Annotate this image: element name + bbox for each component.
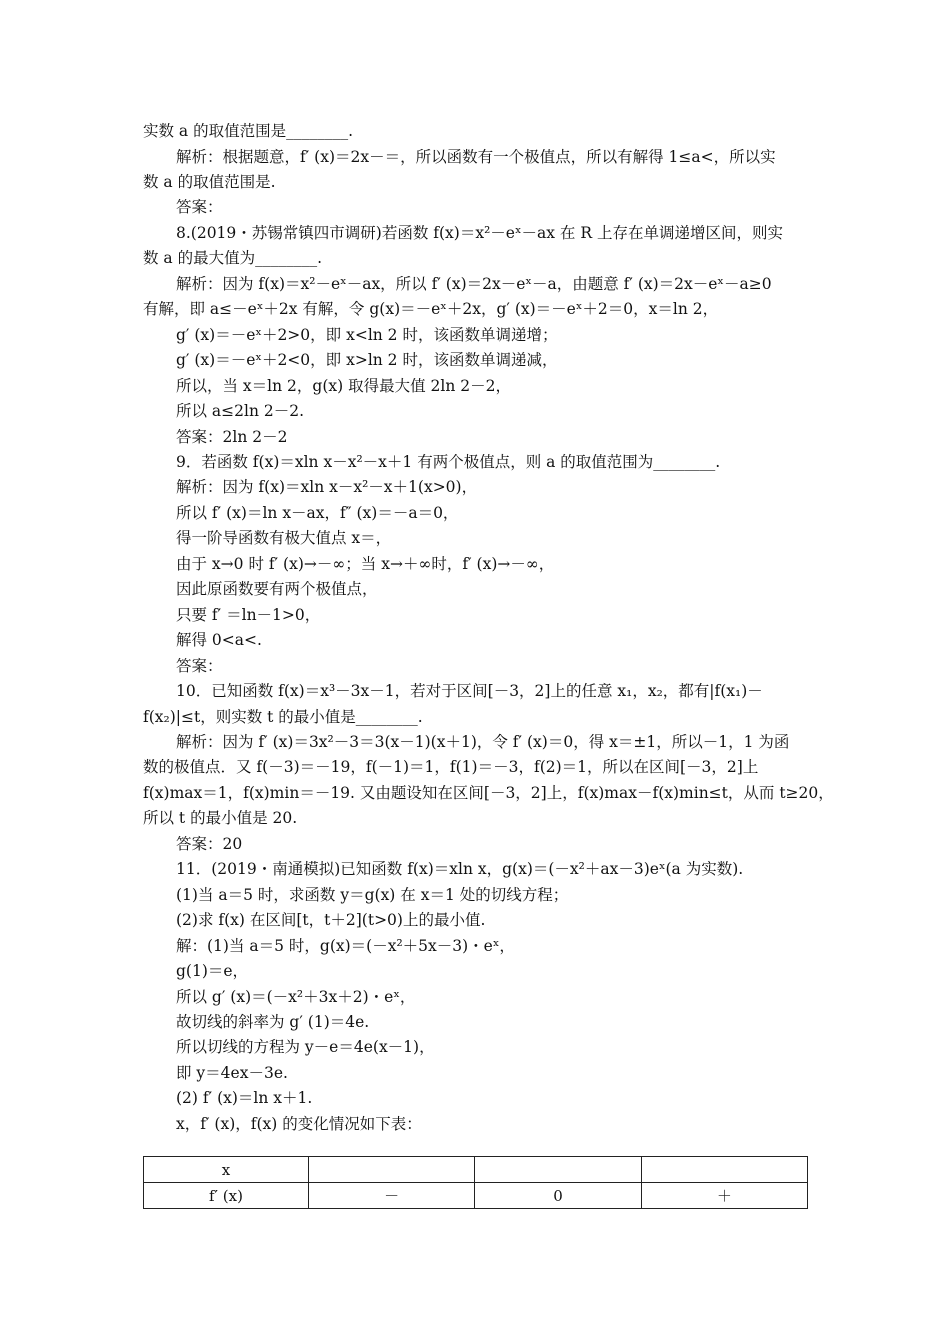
text-line: 8.(2019・苏锡常镇四市调研)若函数 f(x)＝x²－eˣ－ax 在 R 上存在单调递增区间，则实 <box>176 224 783 242</box>
text-line: 解得 0<a<. <box>176 631 262 649</box>
text-line: g′ (x)＝－eˣ＋2>0，即 x<ln 2 时，该函数单调递增； <box>176 326 558 344</box>
table-cell: 0 <box>475 1183 641 1209</box>
table-cell: － <box>309 1183 475 1209</box>
variation-table <box>143 1156 808 1209</box>
text-line: f(x₂)|≤t，则实数 t 的最小值是________. <box>143 708 423 726</box>
text-line: 答案： <box>176 657 223 675</box>
text-line: 所以，当 x＝ln 2，g(x) 取得最大值 2ln 2－2， <box>176 377 511 395</box>
text-line: 所以 g′ (x)＝(－x²＋3x＋2)・eˣ， <box>176 988 416 1006</box>
text-line: f(x)max＝1，f(x)min＝－19. 又由题设知在区间[－3，2]上，f(x)max－f(x)min≤t，从而 t≥20， <box>143 784 834 802</box>
table-row <box>144 1183 808 1209</box>
text-line: 即 y＝4ex－3e. <box>176 1064 288 1082</box>
table-cell <box>309 1157 475 1183</box>
text-line: 所以切线的方程为 y－e＝4e(x－1)， <box>176 1038 435 1056</box>
text-line: 解析：因为 f(x)＝x²－eˣ－ax，所以 f′ (x)＝2x－eˣ－a，由题意 f′ (x)＝2x－eˣ－a≥0 <box>176 275 772 293</box>
text-line: x，f′ (x)，f(x) 的变化情况如下表： <box>176 1115 422 1133</box>
text-line: 答案：2ln 2－2 <box>176 428 288 446</box>
text-line: 只要 f′ ＝ln－1>0， <box>176 606 321 624</box>
text-line: 数的极值点．又 f(－3)＝－19，f(－1)＝1，f(1)＝－3，f(2)＝1，所以在区间[－3，2]上 <box>143 758 759 776</box>
text-line: 所以 f′ (x)＝ln x－ax，f″ (x)＝－a＝0， <box>176 504 459 522</box>
text-line: 答案： <box>176 198 223 216</box>
text-line: 所以 t 的最小值是 20. <box>143 809 298 827</box>
text-line: 数 a 的最大值为________. <box>143 249 323 267</box>
text-line: 解析：根据题意，f′ (x)＝2x－＝，所以函数有一个极值点，所以有解得 1≤a<，所以实 <box>176 148 776 166</box>
text-line: 9．若函数 f(x)＝xln x－x²－x＋1 有两个极值点，则 a 的取值范围为________. <box>176 453 721 471</box>
text-line: 由于 x→0 时 f′ (x)→－∞；当 x→＋∞时，f′ (x)→－∞， <box>176 555 555 573</box>
text-line: 因此原函数要有两个极值点， <box>176 580 378 598</box>
text-line: (1)当 a＝5 时，求函数 y＝g(x) 在 x＝1 处的切线方程； <box>176 886 569 904</box>
text-line: g′ (x)＝－eˣ＋2<0，即 x>ln 2 时，该函数单调递减， <box>176 351 558 369</box>
table-cell: x <box>144 1157 309 1183</box>
text-line: 解析：因为 f′ (x)＝3x²－3＝3(x－1)(x＋1)，令 f′ (x)＝0，得 x＝±1，所以－1，1 为函 <box>176 733 790 751</box>
table-cell <box>475 1157 641 1183</box>
table-row <box>144 1157 808 1183</box>
text-line: 10．已知函数 f(x)＝x³－3x－1，若对于区间[－3，2]上的任意 x₁，x₂，都有|f(x₁)－ <box>176 682 763 700</box>
text-line: 解：(1)当 a＝5 时，g(x)＝(－x²＋5x－3)・eˣ， <box>176 937 515 955</box>
table-cell: ＋ <box>641 1183 807 1209</box>
text-line: (2) f′ (x)＝ln x＋1. <box>176 1089 313 1107</box>
text-line: 解析：因为 f(x)＝xln x－x²－x＋1(x>0)， <box>176 478 478 496</box>
text-line: 实数 a 的取值范围是________. <box>143 122 354 140</box>
table-cell: f′ (x) <box>144 1183 309 1209</box>
text-line: 得一阶导函数有极大值点 x＝， <box>176 529 392 547</box>
text-line: 故切线的斜率为 g′ (1)＝4e. <box>176 1013 370 1031</box>
text-line: 数 a 的取值范围是. <box>143 173 276 191</box>
text-line: 有解，即 a≤－eˣ＋2x 有解，令 g(x)＝－eˣ＋2x，g′ (x)＝－eˣ＋2＝0，x＝ln 2， <box>143 300 719 318</box>
table-cell <box>641 1157 807 1183</box>
text-line: (2)求 f(x) 在区间[t，t＋2](t>0)上的最小值. <box>176 911 486 929</box>
text-line: 答案：20 <box>176 835 243 853</box>
text-line: g(1)＝e， <box>176 962 249 980</box>
text-line: 11．(2019・南通模拟)已知函数 f(x)＝xln x，g(x)＝(－x²＋ax－3)eˣ(a 为实数). <box>176 860 744 878</box>
text-line: 所以 a≤2ln 2－2. <box>176 402 305 420</box>
